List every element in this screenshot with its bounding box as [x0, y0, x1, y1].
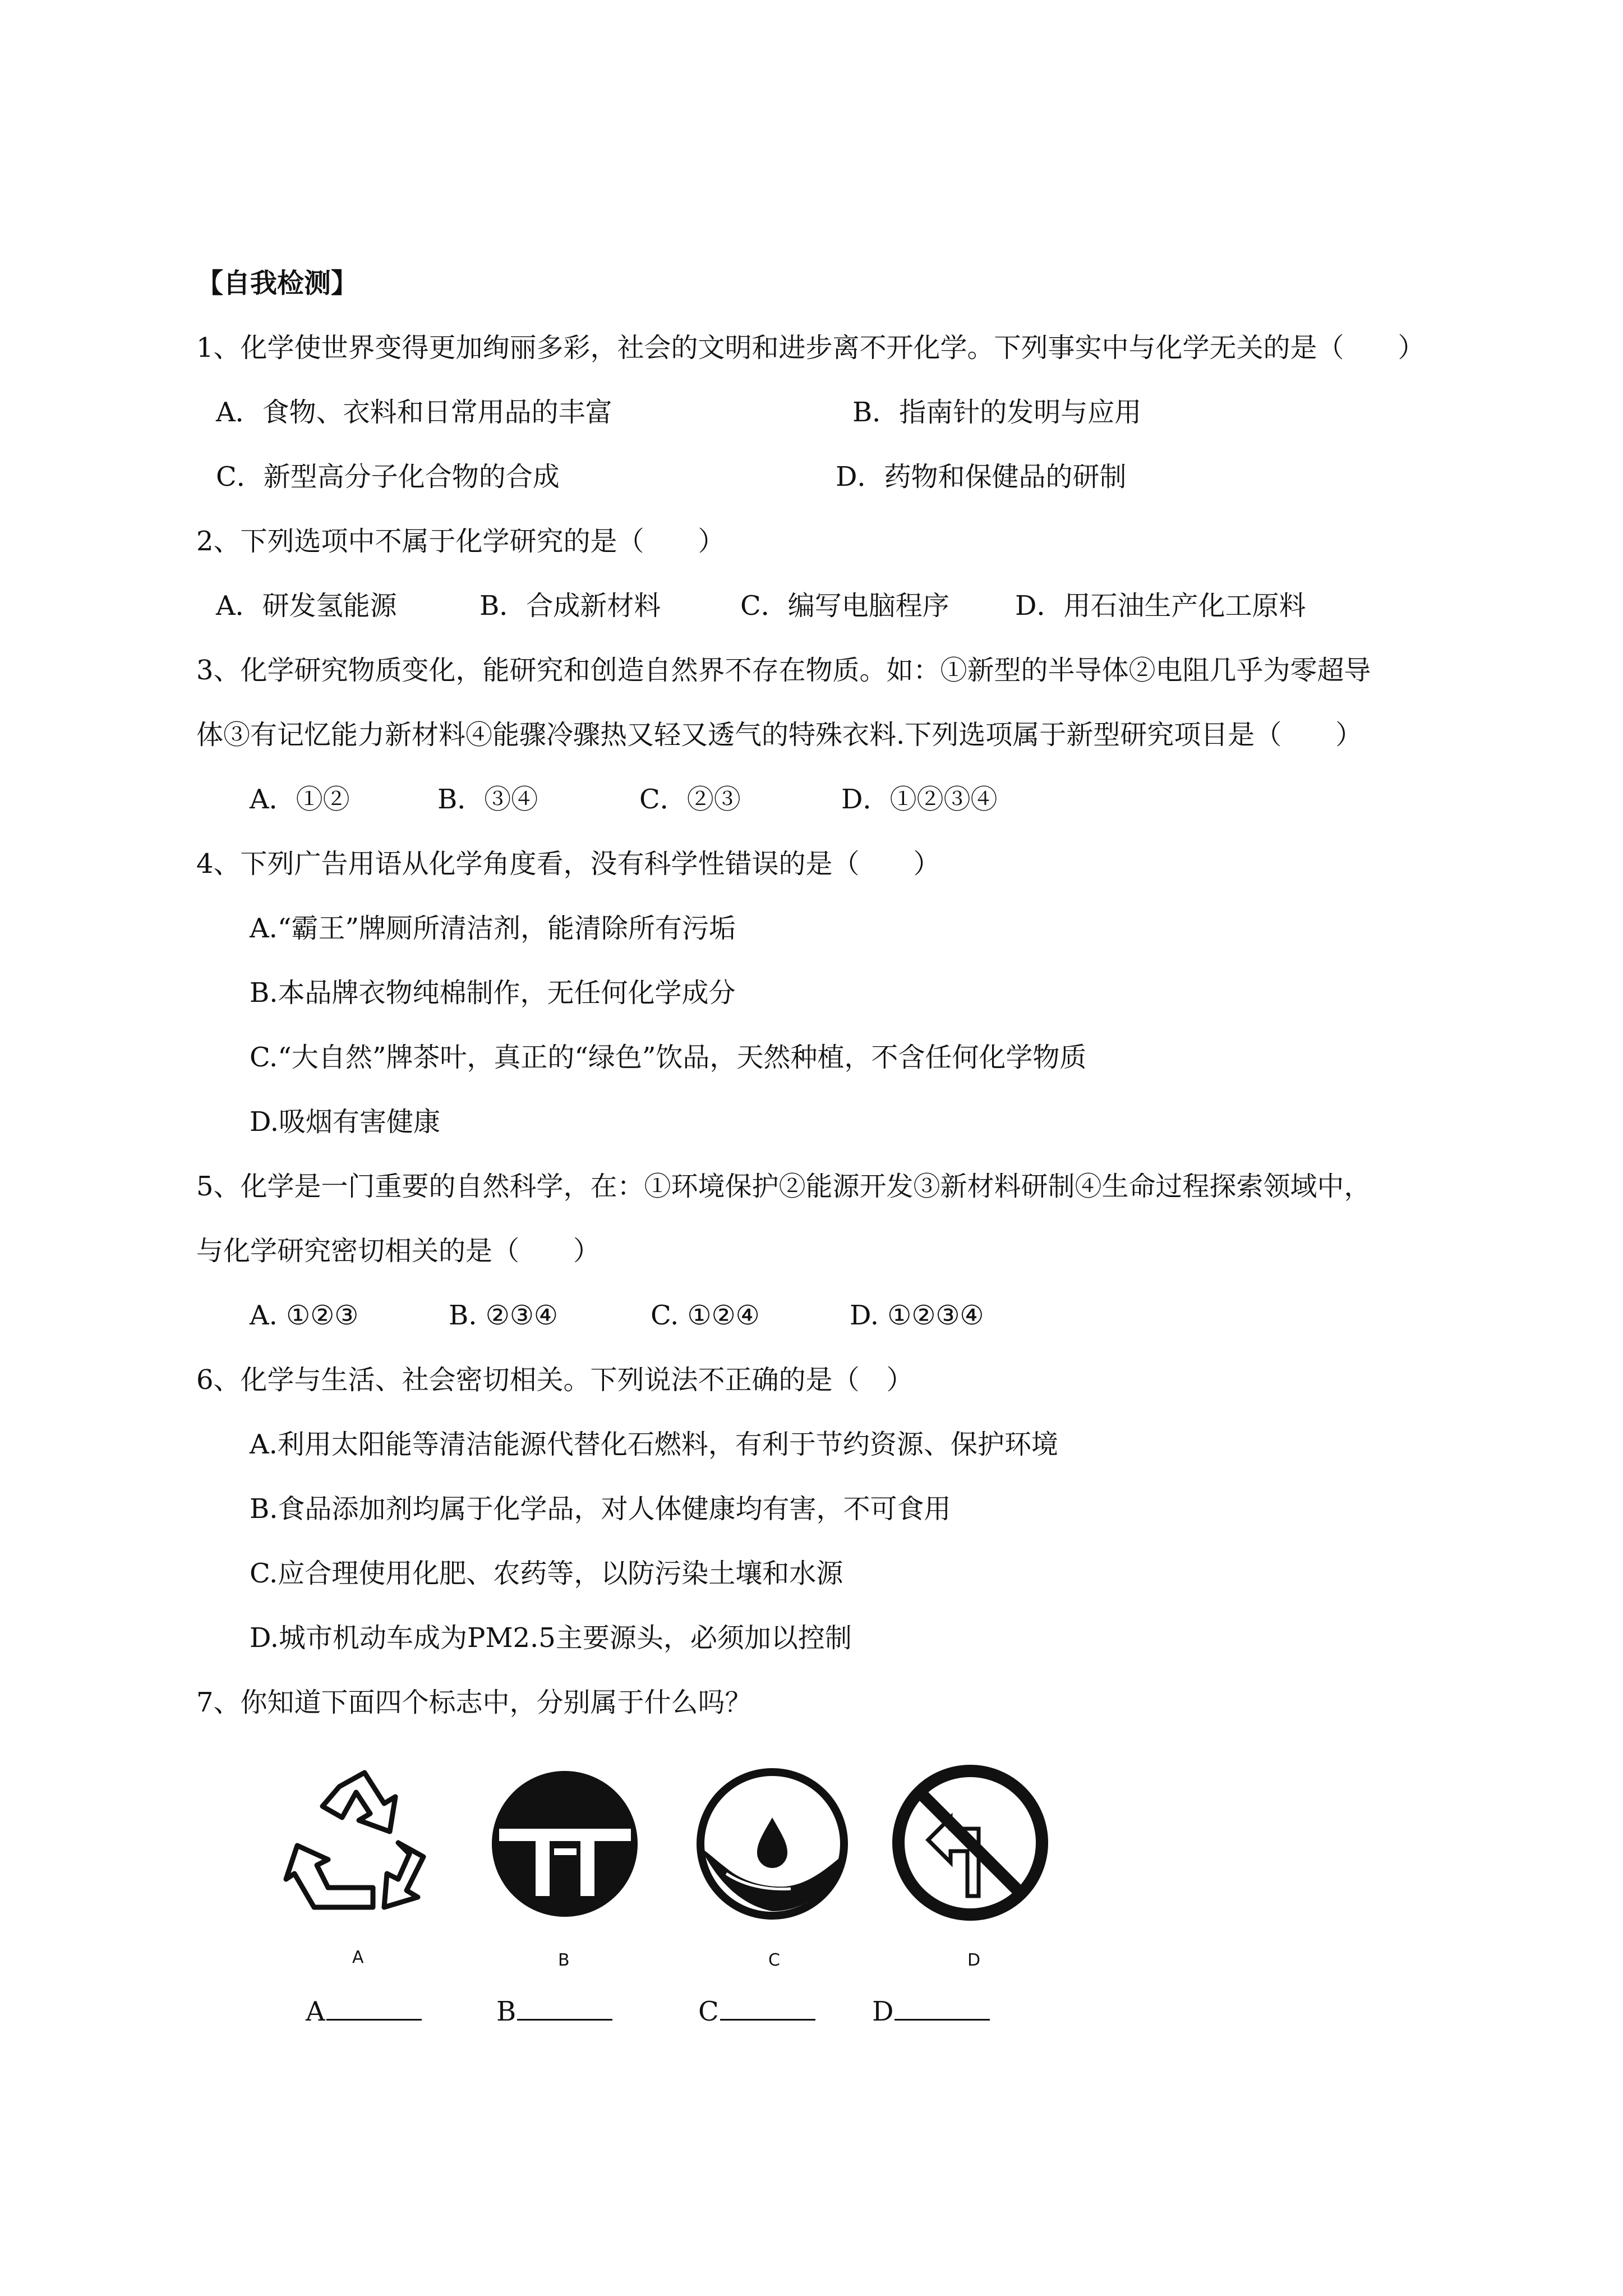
answer-blank-c-label: C — [698, 1996, 719, 2027]
question-4-option-b: B.本品牌衣物纯棉制作，无任何化学成分 — [250, 977, 736, 1009]
question-6-stem: 6、化学与生活、社会密切相关。下列说法不正确的是（ ） — [196, 1364, 914, 1396]
question-2-stem: 2、下列选项中不属于化学研究的是（ ） — [196, 526, 725, 557]
question-3-option-a: A．①② — [250, 784, 350, 815]
logo-caption-d: D — [967, 1950, 981, 1970]
question-5-option-c: C. ①②④ — [651, 1300, 760, 1331]
question-4-option-d: D.吸烟有害健康 — [250, 1106, 441, 1138]
question-1-option-c: C．新型高分子化合物的合成 — [216, 461, 560, 493]
question-1-option-d: D．药物和保健品的研制 — [836, 461, 1127, 493]
question-4-stem: 4、下列广告用语从化学角度看，没有科学性错误的是（ ） — [196, 848, 940, 880]
question-3-stem-line-2: 体③有记忆能力新材料④能骤冷骤热又轻又透气的特殊衣料.下列选项属于新型研究项目是（ ） — [196, 719, 1363, 751]
water-saving-icon — [693, 1764, 852, 1924]
logo-caption-a: A — [352, 1948, 364, 1967]
question-3-stem-line-1: 3、化学研究物质变化，能研究和创造自然界不存在物质。如：①新型的半导体②电阻几乎为零超导 — [196, 655, 1371, 686]
question-2-option-d: D．用石油生产化工原料 — [1015, 590, 1306, 622]
question-5-option-a: A. ①②③ — [250, 1300, 359, 1331]
green-food-icon — [488, 1767, 642, 1921]
answer-blank-d-label: D — [872, 1996, 894, 2027]
logo-caption-b: B — [558, 1950, 570, 1970]
question-2-option-a: A．研发氢能源 — [216, 590, 397, 622]
answer-blank-d[interactable] — [872, 1994, 990, 2028]
question-5-stem-line-1: 5、化学是一门重要的自然科学，在：①环境保护②能源开发③新材料研制④生命过程探索领域中， — [196, 1171, 1371, 1202]
question-6-option-c: C.应合理使用化肥、农药等，以防污染土壤和水源 — [250, 1558, 843, 1589]
question-5-option-d: D. ①②③④ — [850, 1300, 984, 1331]
question-4-option-a: A.“霸王”牌厕所清洁剂，能清除所有污垢 — [250, 913, 736, 944]
question-4-option-c: C.“大自然”牌茶叶，真正的“绿色”饮品，天然种植，不含任何化学物质 — [250, 1042, 1087, 1073]
logo-caption-c: C — [768, 1950, 780, 1970]
section-title: 【自我检测】 — [196, 268, 358, 299]
question-3-option-c: C．②③ — [639, 784, 741, 815]
question-1-stem: 1、化学使世界变得更加绚丽多彩，社会的文明和进步离不开化学。下列事实中与化学无关的是（ ） — [196, 332, 1425, 364]
question-2-option-b: B．合成新材料 — [479, 590, 661, 622]
question-3-option-d: D．①②③④ — [841, 784, 998, 815]
question-2-option-c: C．编写电脑程序 — [740, 590, 949, 622]
question-5-stem-line-2: 与化学研究密切相关的是（ ） — [196, 1235, 601, 1267]
answer-blank-a[interactable] — [306, 1994, 422, 2028]
question-6-option-b: B.食品添加剂均属于化学品，对人体健康均有害，不可食用 — [250, 1493, 951, 1525]
answer-blank-b-label: B — [496, 1996, 517, 2027]
answer-blank-b[interactable] — [496, 1994, 612, 2028]
question-6-option-d: D.城市机动车成为PM2.5主要源头，必须加以控制 — [250, 1622, 852, 1654]
question-1-option-a: A．食物、衣料和日常用品的丰富 — [216, 397, 612, 428]
question-3-option-b: B．③④ — [437, 784, 538, 815]
question-5-option-b: B. ②③④ — [449, 1300, 558, 1331]
answer-blank-a-label: A — [306, 1996, 325, 2027]
recycle-icon — [280, 1764, 437, 1916]
no-left-turn-icon — [889, 1761, 1052, 1924]
question-6-option-a: A.利用太阳能等清洁能源代替化石燃料，有利于节约资源、保护环境 — [250, 1429, 1058, 1460]
question-7-stem: 7、你知道下面四个标志中，分别属于什么吗？ — [196, 1687, 752, 1718]
answer-blank-c[interactable] — [698, 1994, 815, 2028]
question-1-option-b: B．指南针的发明与应用 — [852, 397, 1142, 428]
